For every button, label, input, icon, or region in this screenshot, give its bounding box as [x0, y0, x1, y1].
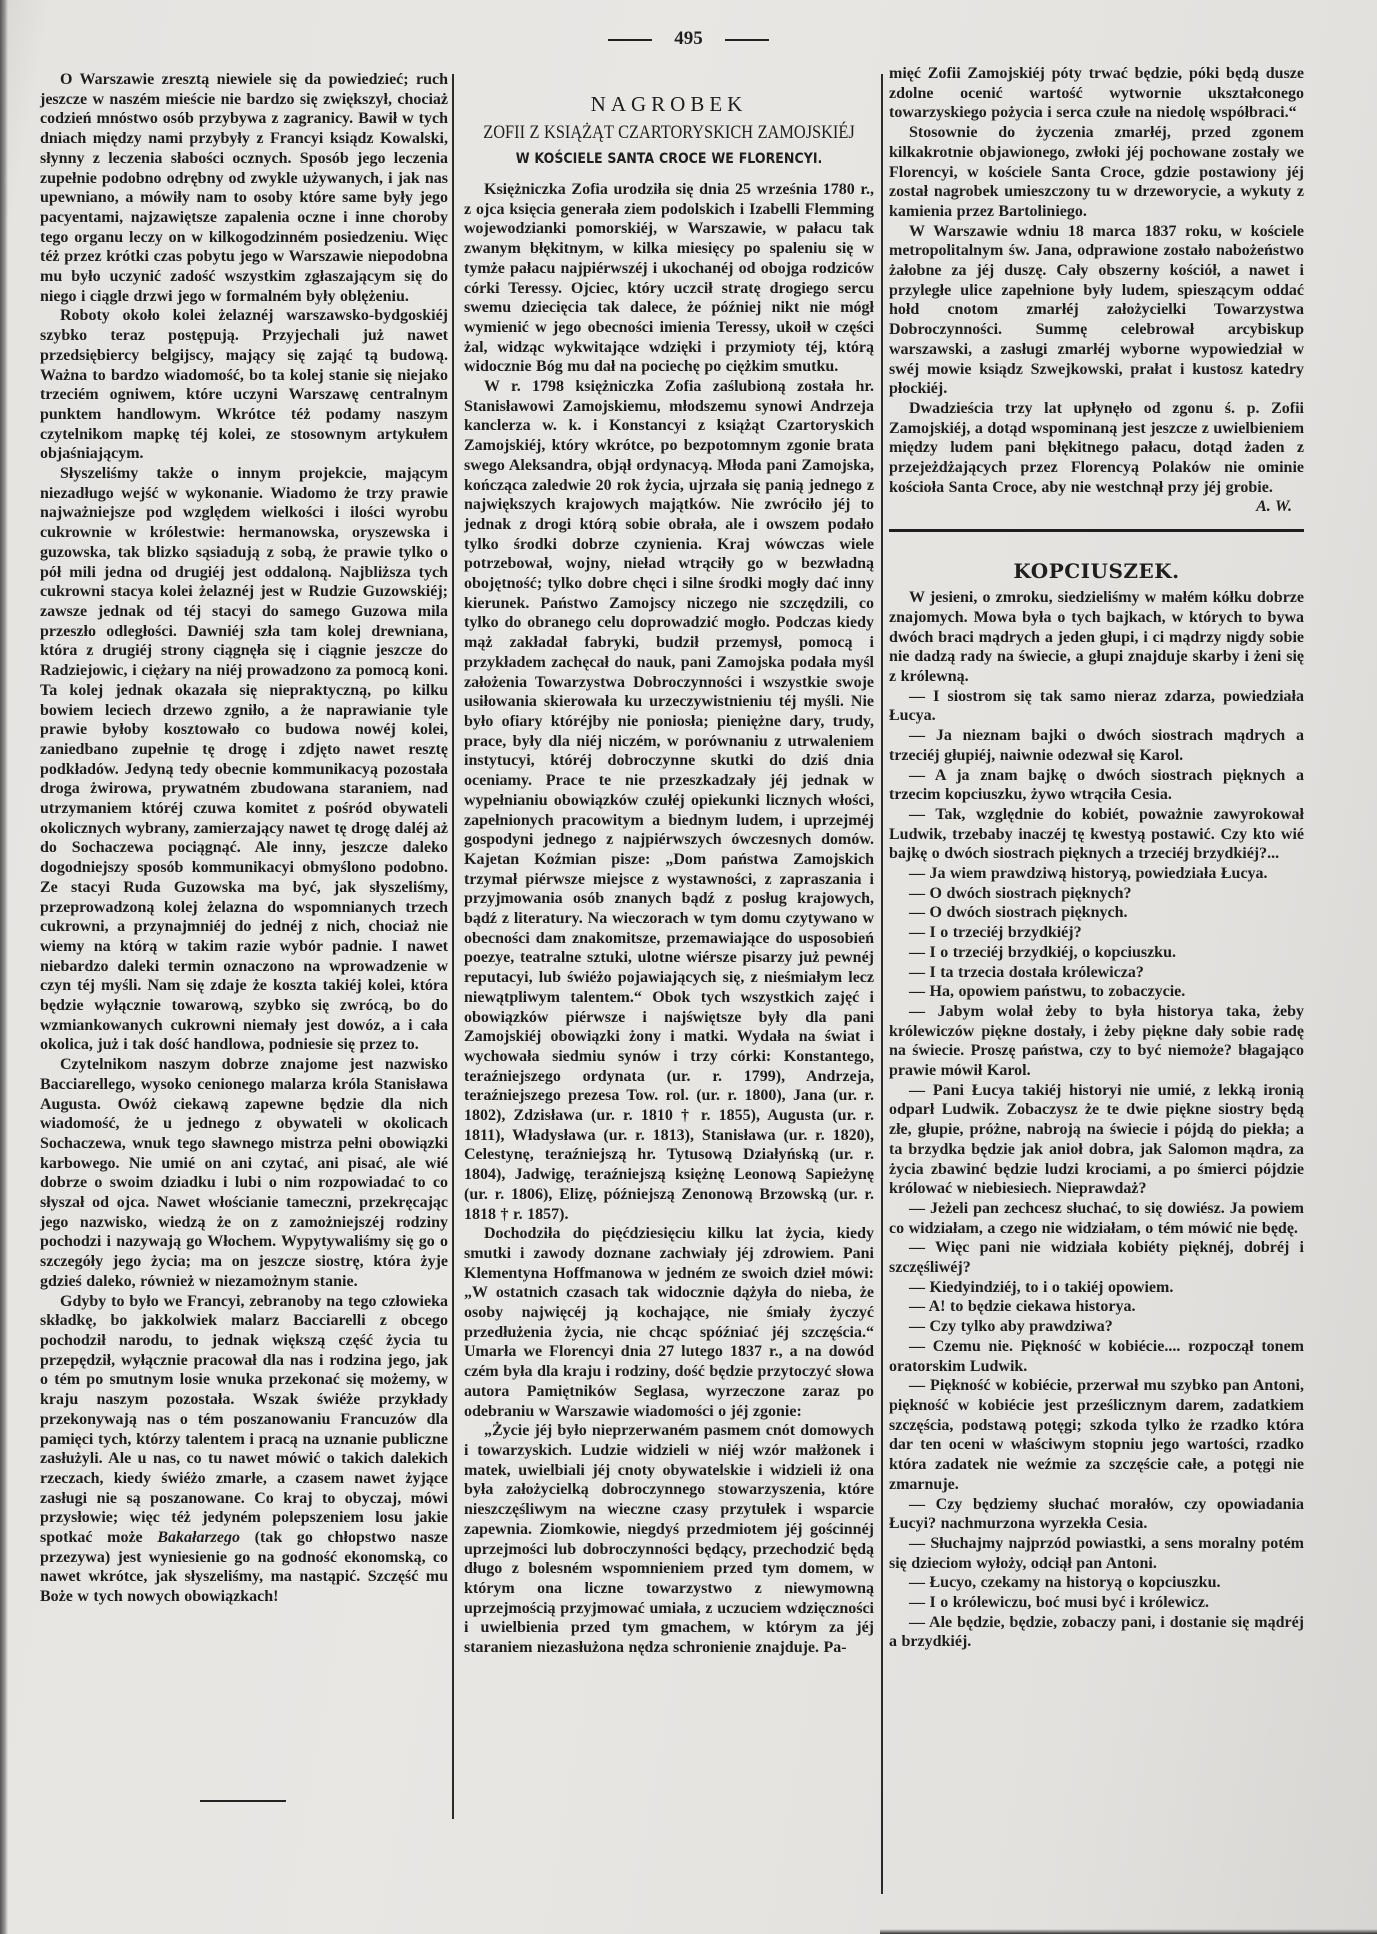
section-divider — [889, 529, 1304, 532]
paragraph — [40, 1292, 448, 1607]
dialogue-line: — Ha, opowiem państwu, to zobaczycie. — [909, 983, 1186, 1001]
paragraph — [889, 399, 1305, 516]
article-subtitle: ZOFII Z KSIĄŻĄT CZARTORYSKICH ZAMOJSKIÉJ — [483, 122, 855, 143]
column-divider-left — [452, 74, 454, 1819]
dialogue-line: — Jabym wolał żeby to była historya taka, żeby królewiczów piękne dostały, i żeby piękne dały sobie radę na świecie. Proszę państwa, czy to być niemoże? błagająco prawie mówił Karol. — [889, 1002, 1304, 1080]
page-number-header — [0, 28, 1377, 50]
page-edge-shadow — [0, 0, 8, 1934]
paragraph-text: Gdyby to było we Francyi, zebranoby na tego człowieka składkę, bo jakkolwiek malarz Bacciarelli z obcego pochodził narodu, to jednak większą część życia tu przepędził, wyłącznie pracował dla nas i rodzina jego, jak o tém po smutnym losie wnuka przekonać się możemy, w kraju naszym pozostała. Wszak świéże przykłady przekonywają nas o tém poszanowaniu Francuzów dla pamięci tych, którzy talentem i pracą na uznanie publiczne zasłużyli. Ale u nas, co tu nawet mówić o takich dalekich rzeczach, kiedy świéżo zmarłe, a czasem nawet żyjące zasługi nie są poszanowane. Co kraj to obyczaj, mówi przysłowie; więc téż jedyném polepszeniem losu jakie spotkać może — [40, 1292, 448, 1547]
dialogue-line: — Kiedyindziéj, to i o takiéj opowiem. — [909, 1278, 1174, 1296]
paragraph: Roboty około kolei żelaznéj warszawsko-bydgoskiéj szybko teraz postępują. Przyjechali już nawet przedsiębiercy belgijscy, mający się zająć tą budową. Ważna to bardzo wiadomość, bo ta kolej stanie się niejako trzeciém ogniwem, które uczyni Warszawę centralnym punktem handlowym. Wkrótce téż podamy naszym czytelnikom mapkę téj kolei, ze stosownym artykułem objaśniającym. — [40, 307, 448, 463]
dialogue-line: — Jeżeli pan zechcesz słuchać, to się dowiész. Ja powiem co widziałam, a czego nie widziałam, o tém mówić nie będę. — [889, 1199, 1304, 1237]
dialogue-line: — I o trzeciéj brzydkiéj? — [909, 924, 1082, 942]
paragraph-continuation: mięć Zofii Zamojskiéj póty trwać będzie, póki będą dusze zdolne ocenić wartość wytwornie ukształconego towarzyskiego pożycia i serca czułe na niedolę współbraci.“ — [889, 65, 1304, 122]
dialogue-line: — Czy tylko aby prawdziwa? — [909, 1318, 1113, 1336]
dialogue-line: — Czemu nie. Piękność w kobiécie.... rozpoczął tonem oratorskim Ludwik. — [889, 1337, 1304, 1375]
author-signature: A. W. — [1256, 498, 1292, 516]
story-paragraph: W jesieni, o zmroku, siedzieliśmy w małém kółku dobrze znajomych. Mowa była o tych bajkach, w których to bywa dwóch braci mądrych a jeden głupi, i ci mądrzy nigdy sobie nie dadzą rady na świecie, a głupi znajduje skarby i żeni się z królewną. — [889, 589, 1304, 685]
article-subtitle-location: W KOŚCIELE SANTA CROCE WE FLORENCYI. — [515, 151, 823, 167]
page-number-dash-left — [608, 39, 652, 41]
paragraph: W r. 1798 księżniczka Zofia zaślubioną została hr. Stanisławowi Zamojskiemu, młodszemu synowi Andrzeja kanclerza w. k. i Konstancyi z książąt Czartoryskich Zamojskiéj, który wkrótce, po bezpotomnym zgonie brata swego Aleksandra, objął ordynacyą. Młoda pani Zamojska, kończąca zaledwie 20 rok życia, ujrzała się panią jednego z największych krajowych majątków. Nie zwróciło jéj to jednak z drogi którą sobie obrała, ale i owszem podało tylko środki dobrze czynienia. Kraj wówczas wiele potrzebował, wojny, nieład wtrąciły go w bezwładną obojętność; tylko dobre chęci i silne środki mogły dać inny kierunek. Państwo Zamojscy niczego nie szczędzili, co tylko do obranego celu doprowadzić mogło. Podczas kiedy mąż zakładał fabryki, budził przemysł, pomocą i przykładem zachęcał do nauk, pani Zamojska podała myśl założenia Towarzystwa Dobroczynności i wszystkie swoje usiłowania skierowała ku urzeczywistnieniu téj myśli. Nie było ofiary któréjby nie poniosła; pieniężne dary, trudy, prace, były dla niéj niczém, w porównaniu z utrwaleniem instytucyi, któréj dobroczynne skutki do dziś dnia oceniamy. Prace te nie przeszkadzały jéj jednak w wypełnianiu obowiązków czułéj opiekunki licznych włości, zapełnionych pracowitym a biednym ludem, i uprzejméj gospodyni jednego z najpiérwszych ówczesnych domów. Kajetan Koźmian pisze: „Dom państwa Zamojskich trzymał piérwsze miejsce z wystawności, z zapraszania i przyjmowania osób znanych bądź z posług krajowych, bądź z literatury. Na wieczorach w tym domu czytywano w obecności dam znakomitsze, przemawiające do usposobień poezye, teatralne sztuki, ulotne wiérsze pisarzy już pewnéj reputacyi, lub świéżo pojawiających się, z nieśmiałym lecz niewątpliwym talentem.“ Obok tych wszystkich zajęć i obowiązków piérwsze i najświętsze były dla pani Zamojskiéj obowiązki żony i matki. Wydała na świat i wychowała siedmiu synów i trzy córki: Konstantego, teraźniejszego ordynata (ur. r. 1799), Andrzeja, teraźniejszego prezesa Tow. rol. (ur. r. 1800), Jana (ur. r. 1802), Zdzisława (ur. r. 1810 † r. 1855), Augusta (ur. r. 1811), Władysława (ur. r. 1813), Stanisława (ur. r. 1820), Celestynę, teraźniejszą hr. Tytusową Działyńską (ur. r. 1804), Jadwigę, teraźniejszą księżnę Leonową Sapieżynę (ur. r. 1806), Elizę, późniejszą Zenonową Brzowską (ur. r. 1818 † r. 1857). — [464, 378, 874, 1223]
dialogue-line: — O dwóch siostrach pięknych. — [909, 904, 1128, 922]
right-column — [889, 64, 1304, 1652]
paragraph: Księżniczka Zofia urodziła się dnia 25 września 1780 r., z ojca księcia generała ziem podolskich i Izabelli Flemming wojewodzianki pomorskiéj, w Warszawie, w pałacu tak zwanym błękitnym, w kilka miesięcy po spaleniu się w tymże pałacu najpiérwszéj i ukochanéj od obojga rodziców córki Teressy. Ojciec, który uczcił stratę drogiego sercu swemu dziecięcia tak dalece, że później nikt nie mógł wymienić w jego obecności imienia Teressy, ukoił w części żal, widząc wykwitające wdzięki i przymioty téj, którą widocznie Bóg mu dał na pociechę po ciężkim smutku. — [464, 181, 874, 376]
middle-column-article — [464, 92, 874, 1658]
dialogue-line: — Czy będziemy słuchać morałów, czy opowiadania Łucyi? nachmurzona wyrzekła Cesia. — [889, 1495, 1304, 1533]
dialogue-line: — O dwóch siostrach pięknych? — [909, 884, 1132, 902]
dialogue-line: — I o trzeciéj brzydkiéj, o kopciuszku. — [909, 943, 1176, 961]
page-number-dash-right — [725, 39, 769, 41]
story-title: KOPCIUSZEK. — [1013, 559, 1180, 584]
dialogue-line: — Tak, względnie do kobiét, poważnie zawyrokował Ludwik, trzebaby inaczéj tę kwestyą postawić. Czy kto wié bajkę o dwóch siostrach pięknych a trzeciéj brzydkiéj?... — [889, 805, 1304, 863]
column-divider-right — [881, 74, 883, 1894]
dialogue-line: — Ja wiem prawdziwą historyą, powiedziała Łucya. — [909, 865, 1268, 883]
dialogue-line: — Piękność w kobiécie, przerwał mu szybko pan Antoni, piękność w kobiécie jest prześlicznym darem, zadatkiem szczęścia, podstawą potęgi; szkoda tylko że rzadko która dar ten oceni w właściwym stopniu jego wartości, rzadko która zadatek nie weźmie za szczęście całe, a potęgi nie zmarnuje. — [889, 1377, 1304, 1493]
dialogue-line: — Ale będzie, będzie, zobaczy pani, i dostanie się mądréj a brzydkiéj. — [889, 1613, 1304, 1651]
paragraph: Czytelnikom naszym dobrze znajome jest nazwisko Bacciarellego, wysoko cenionego malarza króla Stanisława Augusta. Owóż ciekawą zapewne będzie dla nich wiadomość, że u jednego z obywateli w okolicach Sochaczewa, wnuk tego sławnego mistrza pełni obowiązki karbowego. Nie umié on ani czytać, ani pisać, ale wié dobrze o swoim dziadku i lubi o nim rozpowiadać to co słyszał od ojca. Nawet włościanie tameczni, przekręcając jego nazwisko, wiedzą że on z zamożniejszéj rodziny pochodzi i nazywają go Włochem. Wypytywaliśmy się go o szczegóły jego życia; ma on jeszcze siostrę, która żyje gdzieś daleko, również w niezamożnym stanie. — [40, 1056, 448, 1290]
dialogue-line: — Pani Łucya takiéj historyi nie umié, z lekką ironią odparł Ludwik. Zobaczysz że te dwie piękne siostry będą złe, głupie, próżne, nabroją na świecie i pójdą do piekła; a ta brzydka będzie jak anioł dobra, jak Salomon mądra, za życia zbawinć będzie ludzi krociami, a po śmierci pójdzie królować w niebiesiech. Nieprawdaż? — [889, 1081, 1304, 1198]
dialogue-line: — I siostrom się tak samo nieraz zdarza, powiedziała Łucya. — [889, 687, 1304, 725]
paragraph-text: (tak go chłopstwo nasze przezywa) jest wyniesienie go na godność ekonomską, co nawet wkrótce, jak słyszeliśmy, ma nastąpić. Szczęść mu Boże w tych nowych obowiązkach! — [40, 1529, 449, 1606]
paragraph: Stosownie do życzenia zmarłéj, przed zgonem kilkakrotnie objawionego, zwłoki jéj pochowane zostały we Florencyi, w kościele Santa Croce, gdzie postawiony jéj został nagrobek umieszczony tu w drzeworycie, a wykuty z kamienia przez Bartoliniego. — [889, 124, 1304, 220]
dialogue-line: — A! to będzie ciekawa historya. — [909, 1298, 1136, 1316]
paragraph: O Warszawie zresztą niewiele się da powiedzieć; ruch jeszcze w naszém mieście nie bardzo się zwiększył, chociaż codzień mnóstwo osób przybywa z zagranicy. Bawił w tych dniach między nami przybyły z Francyi ksiądz Kowalski, słynny z leczenia słabości ocznych. Sposób jego leczenia zupełnie podobno odrębny od zwykle używanych, i jak nas upewniano, a mówiły nam to osoby które same były jego pacyentami, najzawiętsze zapalenia oczne i inne choroby tego organu leczy on w kilkogodzinném posiedzeniu. Więc téż przez krótki czas pobytu jego w Warszawie niepodobna mu było uczynić zadość wszystkim zgłaszającym się do niego i ciągle drzwi jego w formalném były oblężeniu. — [40, 71, 448, 305]
dialogue-line: — I ta trzecia dostała królewicza? — [909, 963, 1144, 981]
dialogue-line: — Słuchajmy najprzód powiastki, a sens moralny potém się dzieciom wyłoży, odciął pan Antoni. — [889, 1534, 1304, 1572]
paragraph: W Warszawie wdniu 18 marca 1837 roku, w kościele metropolitalnym św. Jana, odprawione zostało nabożeństwo żałobne za jéj duszę. Cały obszerny kościół, a nawet i przyległe ulice zapełnione były ludem, spieszącym oddać hołd cnotom zmarłéj założycielki Towarzystwa Dobroczynności. Summę celebrował arcybiskup warszawski, a zasługi zmarłéj wyborne wypowiedział w swéj mowie ksiądz Szwejkowski, prałat i kustosz katedry płockiéj. — [889, 222, 1304, 398]
paragraph: Dochodziła do pięćdziesięciu kilku lat życia, kiedy smutki i zawody doznane zachwiały jéj zdrowiem. Pani Klementyna Hoffmanowa w jedném ze swoich dzieł mówi: „W ostatnich czasach tak widocznie dążyła do nieba, że osoby najwięcéj ją kochające, nie śmiały życzyć przedłużenia życia, nie chcąc spóźniać jéj szczęścia.“ Umarła we Florencyi dnia 27 lutego 1837 r., a na dowód czém była dla kraju i rodziny, dość będzie przytoczyć słowa autora Pamiętników Seglasa, wyrzeczone zaraz po odebraniu w Warszawie wiadomości o jéj zgonie: — [464, 1225, 874, 1420]
italic-name: Bakałarzego — [157, 1529, 240, 1547]
paragraph: Słyszeliśmy także o innym projekcie, mającym niezadługo wejść w wykonanie. Wiadomo że trzy prawie najważniejsze pod względem wielkości i ilości wyrobu cukrownie w królestwie: hermanowska, oryszewska i guzowska, tak blizko sąsiadują z sobą, że prawie tylko o pół mili jedna od drugiéj jest oddaloną. Najbliższa tych cukrowni stacya kolei żelaznéj jest w Rudzie Guzowskiéj; zawsze jednak od téj stacyi do samego Guzowa mila przeszło odległości. Dawniéj szła tam kolej drewniana, która z drugiéj strony ciągnęła się i ciągnie jeszcze do Radziejowic, i ciężary na niéj prowadzono za pomocą koni. Ta kolej jednak okazała się niepraktyczną, po kilku bowiem leciech drzewo zgniło, a że naprawianie tyle prawie byłoby kosztowało co budowa nowéj kolei, zaniedbano zupełnie tę drogę i zdjęto nawet resztę podkładów. Jedyną tedy obecnie kommunikacyą pozostała droga żwirowa, prywatném zbudowana staraniem, nad utrzymaniem któréj czuwa komitet z pośród obywateli okolicznych wybrany, zamierzający nawet tę drogę daléj aż do Sochaczewa pociągnąć. Ale inny, jeszcze daleko dogodniejszy sposób kommunikacyi obmyślono podobno. Ze stacyi Ruda Guzowska ma być, jak słyszeliśmy, przeprowadzoną kolej żelazna do wspomnianych trzech cukrowni, a przynajmniéj do jednéj z nich, chociaż nie wiemy na którą w takim razie wybór padnie. I nawet niebardzo daleki termin oznaczono na wprowadzenie w czyn téj myśli. Nam się zdaje że koszta takiéj kolei, która będzie wyłącznie towarową, szybko się zwrócą, bo do wzmiankowanych cukrowni niemały jest dowóz, a i cała okolica, już i tak dość handlowa, podniesie się przez to. — [40, 465, 448, 1054]
dialogue-line: — A ja znam bajkę o dwóch siostrach pięknych a trzecim kopciuszku, żywo wtrąciła Cesia. — [889, 766, 1304, 804]
left-column-article — [40, 70, 448, 1607]
story-body — [889, 588, 1304, 1652]
page-edge-shadow-bottom — [880, 1929, 1377, 1934]
page-number: 495 — [674, 28, 703, 49]
dialogue-line: — Łucyo, czekamy na historyą o kopciuszku. — [909, 1574, 1221, 1592]
paragraph: „Życie jéj było nieprzerwaném pasmem cnót domowych i towarzyskich. Ludzie widzieli w niéj wzór małżonek i matek, uwielbiali jéj cnoty obywatelskie i widzieli iż ona była założycielką dobroczynnego stowarzyszenia, które nieszczęśliwym na wieczne czasy przytułek i wsparcie zapewnia. Ziomkowie, niegdyś przedmiotem jéj gościnnéj uprzejmości lub dobroczynności będący, przechodzić będą długo z bolesném wspomnieniem przed tym domem, w którym ona liczne towarzystwo z niewymowną uprzejmością przyjmować umiała, z uczuciem wdzięczności i uwielbienia przed tym gmachem, w którym za jéj staraniem niezasłużona nędza schronienie znajduje. Pa- — [464, 1422, 874, 1657]
dialogue-line: — Ja nieznam bajki o dwóch siostrach mądrych a trzeciéj głupiéj, naiwnie odezwał się Karol. — [889, 727, 1304, 764]
paragraph-text: Dwadzieścia trzy lat upłynęło od zgonu ś. p. Zofii Zamojskiéj, a dotąd wspominaną jest jeszcze z uwielbieniem między ludem pani błękitnego pałacu, dotąd żaden z przejeżdżających przez Florencyą Polaków nie ominie kościoła Santa Croce, aby nie westchnął przy jéj grobie. — [889, 399, 1305, 496]
article-title: NAGROBEK — [590, 92, 748, 116]
section-end-rule — [200, 1800, 286, 1802]
dialogue-line: — Więc pani nie widziała kobiéty pięknéj, dobréj i szczęśliwéj? — [889, 1239, 1304, 1277]
dialogue-line: — I o królewiczu, boć musi być i królewicz. — [909, 1594, 1209, 1612]
